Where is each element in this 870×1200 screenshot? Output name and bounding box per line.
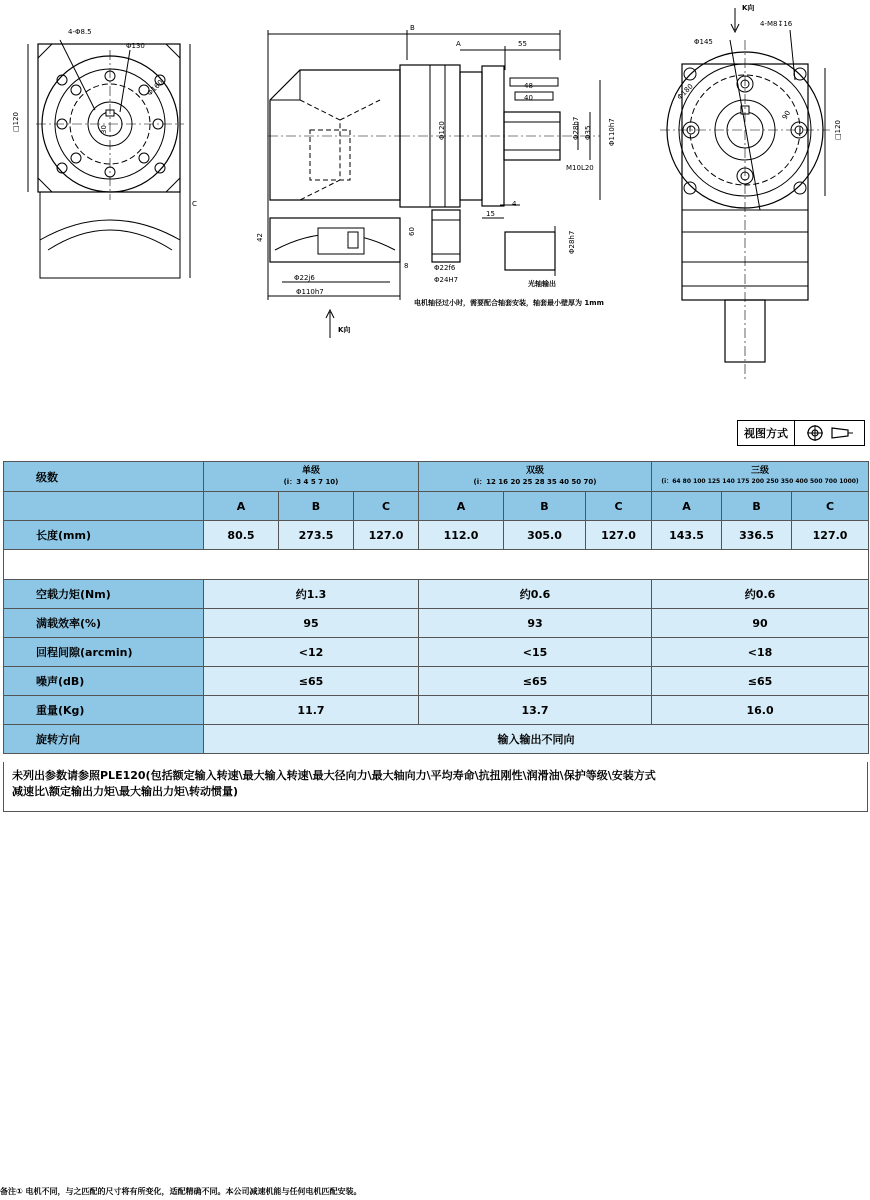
dim-d110-label: Φ110h7 xyxy=(608,118,616,146)
row-value: 11.7 xyxy=(204,696,419,725)
motor-shaft-note: 电机轴径过小时，需要配合轴套安装，轴套最小壁厚为 1mm xyxy=(414,299,604,307)
row-value: 约0.6 xyxy=(419,580,652,609)
dim-48-label: 48 xyxy=(524,82,533,90)
right-square-label: □120 xyxy=(834,120,842,140)
table-row xyxy=(4,667,869,696)
first-angle-circle-icon xyxy=(806,424,824,442)
length-row xyxy=(4,521,869,550)
left-d160-label: Φ160 xyxy=(145,78,165,98)
row-value: ≤65 xyxy=(204,667,419,696)
dim-d22b-label: Φ22f6 xyxy=(434,264,456,272)
length-value: 273.5 xyxy=(279,521,354,550)
subcol-a2: A xyxy=(419,492,504,521)
row-value: 93 xyxy=(419,609,652,638)
length-value: 112.0 xyxy=(419,521,504,550)
note-line-1: 未列出参数请参照PLE120(包括额定输入转速\最大输入转速\最大径向力\最大轴向力\平均寿命\抗扭刚性\润滑油\保护等级\安装方式 xyxy=(12,769,656,782)
length-value: 336.5 xyxy=(722,521,792,550)
optional-shaft-label: 光轴输出 xyxy=(528,280,556,288)
length-value: 127.0 xyxy=(792,521,869,550)
subcol-a1: A xyxy=(204,492,279,521)
table-row xyxy=(4,580,869,609)
left-shaft-label: 30 xyxy=(100,125,108,134)
technical-drawing xyxy=(0,0,870,380)
dim-60-label: 60 xyxy=(408,227,416,236)
row-value: 约0.6 xyxy=(652,580,869,609)
subcol-b2: B xyxy=(504,492,586,521)
rotation-label: 旋转方向 xyxy=(4,725,204,754)
length-value: 143.5 xyxy=(652,521,722,550)
dim-d28b-label: Φ28h7 xyxy=(568,230,576,254)
stage-single: 单级 (i：3 4 5 7 10) xyxy=(204,462,419,492)
dim-8-label: 8 xyxy=(404,262,409,270)
row-value: 90 xyxy=(652,609,869,638)
parameter-note xyxy=(12,768,862,800)
row-value: 13.7 xyxy=(419,696,652,725)
dim-4-label: 4 xyxy=(512,200,517,208)
dim-d24-label: Φ24H7 xyxy=(434,276,459,284)
length-value: 305.0 xyxy=(504,521,586,550)
rotation-value: 输入输出不同向 xyxy=(204,725,869,754)
dim-42-label: 42 xyxy=(256,233,264,242)
row-label: 空载力矩(Nm) xyxy=(4,580,204,609)
drawing-labels xyxy=(12,3,842,334)
dim-d22-label: Φ22j6 xyxy=(294,274,315,282)
dim-m10-label: M10L20 xyxy=(566,164,594,172)
blank-row xyxy=(4,550,869,580)
subcol-blank xyxy=(4,492,204,521)
right-d145-label: Φ145 xyxy=(694,38,713,46)
stage-triple: 三级 (i：64 80 100 125 140 175 200 250 350 400 500 700 1000) xyxy=(652,462,869,492)
table-row xyxy=(4,609,869,638)
stage-double: 双级 (i：12 16 20 25 28 35 40 50 70) xyxy=(419,462,652,492)
row-value: 约1.3 xyxy=(204,580,419,609)
dim-40-label: 40 xyxy=(524,94,533,102)
row-value: 95 xyxy=(204,609,419,638)
dim-d28-label: Φ28h7 xyxy=(572,116,580,140)
length-label: 长度(mm) xyxy=(4,521,204,550)
right-k-label: K向 xyxy=(742,4,755,12)
dim-d120-label: Φ120 xyxy=(438,121,446,140)
footer-remark: 备注① 电机不同，与之匹配的尺寸将有所变化，适配精确不同。本公司减速机能与任何电机匹配安装。 xyxy=(0,1187,362,1196)
view-mode-icons xyxy=(795,424,864,442)
right-holes-label: 4-M8↧16 xyxy=(760,20,793,28)
subcol-row xyxy=(4,492,869,521)
truncated-cone-icon xyxy=(830,426,854,440)
subcol-c3: C xyxy=(792,492,869,521)
left-c-label: C xyxy=(192,200,197,208)
spec-table xyxy=(3,461,869,754)
left-pcd-label: Φ130 xyxy=(126,42,145,50)
k-direction-label: K向 xyxy=(338,326,351,334)
row-label: 噪声(dB) xyxy=(4,667,204,696)
row-label: 回程间隙(arcmin) xyxy=(4,638,204,667)
note-line-2: 减速比\额定输出力矩\最大输出力矩\转动惯量) xyxy=(12,785,239,798)
row-value: <12 xyxy=(204,638,419,667)
drawing-svg xyxy=(0,0,870,380)
subcol-b1: B xyxy=(279,492,354,521)
row-label: 重量(Kg) xyxy=(4,696,204,725)
length-value: 127.0 xyxy=(586,521,652,550)
rotation-row xyxy=(4,725,869,754)
dim-d35-label: Φ35 xyxy=(584,125,592,140)
length-value: 127.0 xyxy=(354,521,419,550)
dim-b-label: B xyxy=(410,24,415,32)
blank-cell xyxy=(4,550,869,580)
row-value: <15 xyxy=(419,638,652,667)
subcol-c1: C xyxy=(354,492,419,521)
view-mode-box xyxy=(737,420,865,446)
dim-d110b-label: Φ110h7 xyxy=(296,288,324,296)
dim-15-label: 15 xyxy=(486,210,495,218)
subcol-c2: C xyxy=(586,492,652,521)
row-label: 满载效率(%) xyxy=(4,609,204,638)
left-view xyxy=(28,40,190,278)
row-value: 16.0 xyxy=(652,696,869,725)
stage-row xyxy=(4,462,869,492)
row-value: ≤65 xyxy=(652,667,869,696)
subcol-b3: B xyxy=(722,492,792,521)
subcol-a3: A xyxy=(652,492,722,521)
left-holes-label: 4-Φ8.5 xyxy=(68,28,92,36)
view-mode-label: 视图方式 xyxy=(738,421,795,445)
row-value: <18 xyxy=(652,638,869,667)
right-d180-label: Φ180 xyxy=(675,82,695,102)
length-value: 80.5 xyxy=(204,521,279,550)
right-view xyxy=(660,8,830,380)
dim-a-label: A xyxy=(456,40,461,48)
left-square-label: □120 xyxy=(12,112,20,132)
dim-55-label: 55 xyxy=(518,40,527,48)
table-row xyxy=(4,696,869,725)
table-row xyxy=(4,638,869,667)
right-d90-label: 90 xyxy=(780,109,793,121)
stage-header: 级数 xyxy=(4,462,204,492)
row-value: ≤65 xyxy=(419,667,652,696)
